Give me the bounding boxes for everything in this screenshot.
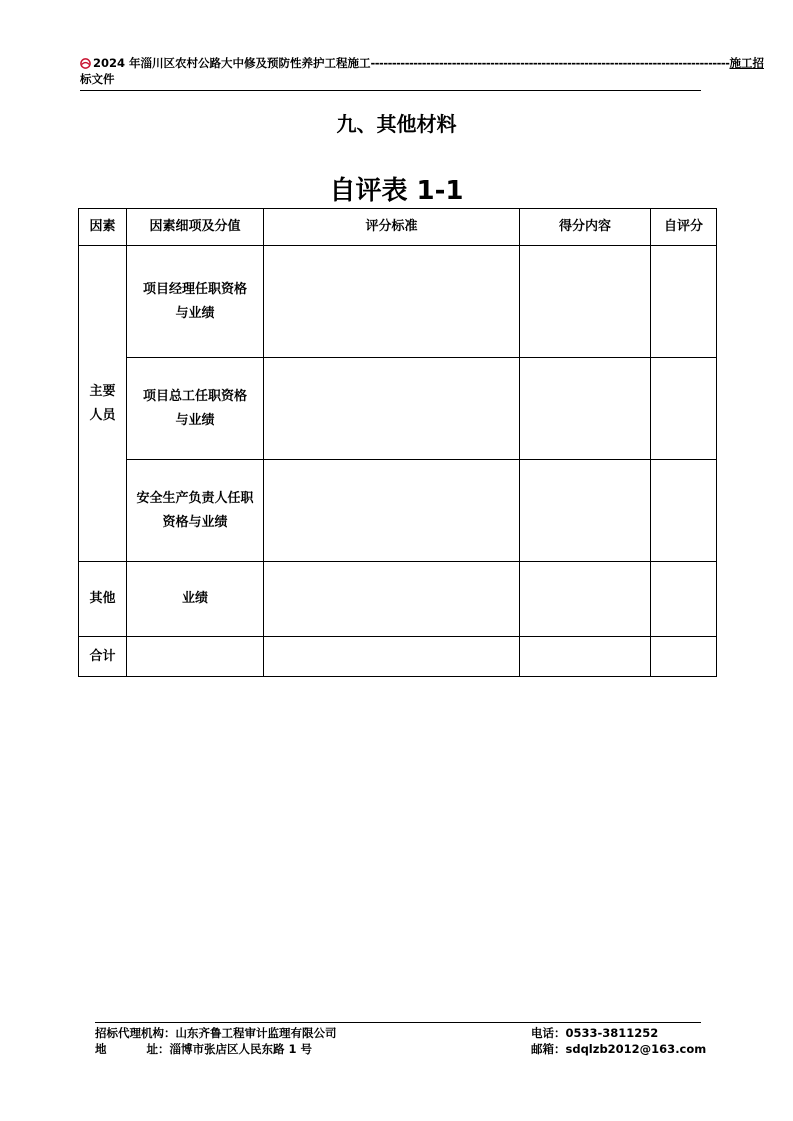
header-line <box>80 55 764 71</box>
footer-agency: 招标代理机构：山东齐鲁工程审计监理有限公司 <box>95 1026 337 1040</box>
total-row <box>79 637 717 677</box>
item-cell <box>127 246 264 358</box>
criteria-cell <box>264 562 520 637</box>
criteria-cell <box>264 460 520 562</box>
total-cell <box>651 637 717 677</box>
group-main-label: 主要人员 <box>89 383 116 423</box>
footer-rule <box>95 1022 701 1023</box>
header-factor: 因素 <box>79 209 127 246</box>
table-title: 自评表 1-1 <box>329 176 464 206</box>
self-score-cell <box>651 358 717 460</box>
criteria-cell <box>264 246 520 358</box>
total-cell <box>127 637 264 677</box>
table-row <box>79 562 717 637</box>
page-footer <box>95 1025 707 1057</box>
item-pm: 项目经理任职资格与业绩 <box>142 281 247 321</box>
total-label: 合计 <box>79 637 127 677</box>
section-title: 九、其他材料 <box>336 112 457 136</box>
header-rule <box>80 90 701 91</box>
header-item: 因素细项及分值 <box>127 209 264 246</box>
self-score-cell <box>651 460 717 562</box>
company-logo-icon <box>80 58 91 69</box>
header-line2: 标文件 <box>80 72 115 86</box>
table-row <box>79 460 717 562</box>
footer-row <box>95 1041 707 1057</box>
item-safety: 安全生产负责人任职资格与业绩 <box>136 490 254 530</box>
footer-email: 邮箱：sdqlzb2012@163.com <box>531 1042 707 1056</box>
group-other: 其他 <box>79 562 127 637</box>
item-achievement: 业绩 <box>127 562 264 637</box>
header-dashes: ------------------------------------------------------------------------------------ <box>370 56 730 70</box>
footer-phone: 电话：0533-3811252 <box>531 1026 659 1040</box>
total-cell <box>520 637 651 677</box>
header-doc-type: 施工招 <box>729 56 764 70</box>
score-content-cell <box>520 358 651 460</box>
self-evaluation-table <box>78 208 717 677</box>
header-title: 2024 年淄川区农村公路大中修及预防性养护工程施工 <box>93 56 371 70</box>
table-header-row <box>79 209 717 246</box>
self-score-cell <box>651 562 717 637</box>
total-cell <box>264 637 520 677</box>
page-header <box>80 55 764 87</box>
item-cell <box>127 460 264 562</box>
item-cell <box>127 358 264 460</box>
header-self-score: 自评分 <box>651 209 717 246</box>
group-main-personnel <box>79 246 127 562</box>
footer-address: 地 址：淄博市张店区人民东路 1 号 <box>95 1042 313 1056</box>
self-score-cell <box>651 246 717 358</box>
criteria-cell <box>264 358 520 460</box>
table-row <box>79 358 717 460</box>
item-chief-engineer: 项目总工任职资格与业绩 <box>142 388 247 428</box>
table-row <box>79 246 717 358</box>
header-criteria: 评分标准 <box>264 209 520 246</box>
score-content-cell <box>520 562 651 637</box>
header-score-content: 得分内容 <box>520 209 651 246</box>
footer-row <box>95 1025 701 1041</box>
score-content-cell <box>520 246 651 358</box>
score-content-cell <box>520 460 651 562</box>
